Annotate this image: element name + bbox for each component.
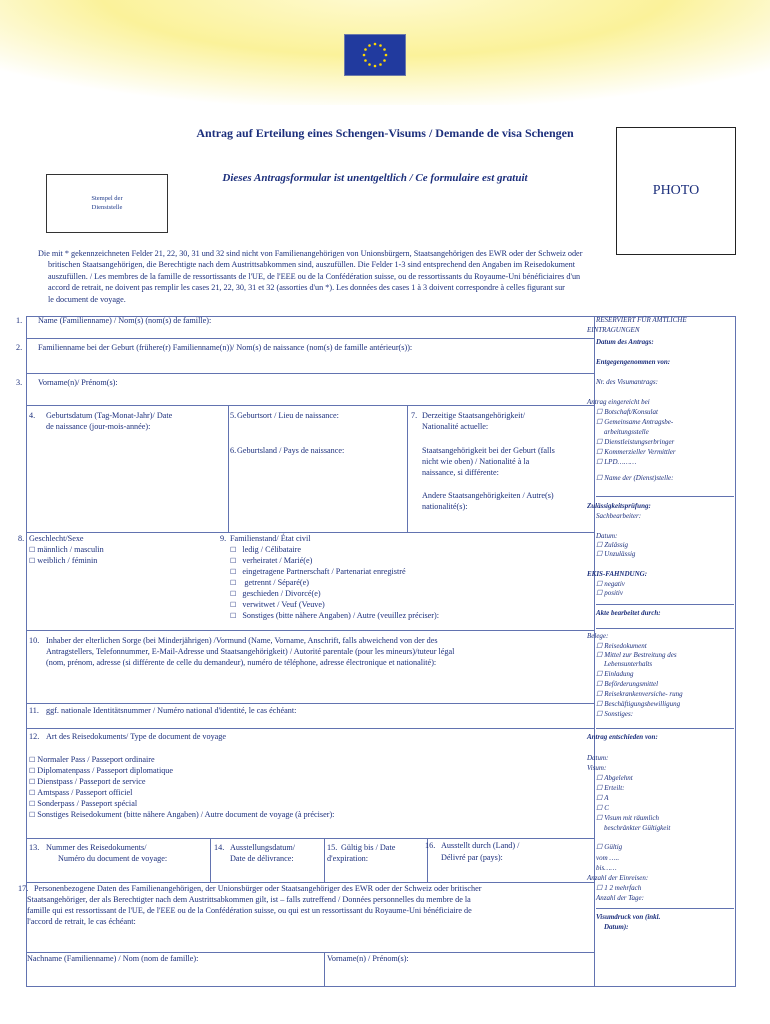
- option-label: getrennt / Séparé(e): [244, 578, 309, 587]
- option-label: Sonderpass / Passeport spécial: [37, 799, 138, 808]
- field-number: 9.: [220, 534, 227, 543]
- field-nationality-label: Derzeitige Staatsangehörigkeit/: [422, 411, 525, 420]
- doc-type-option[interactable]: [29, 810, 334, 821]
- sidebar-date-3: Datum:: [587, 754, 609, 762]
- intro-line5: le document de voyage.: [48, 294, 126, 304]
- sidebar-documents: Belege:: [587, 632, 609, 640]
- photo-box: [616, 127, 736, 255]
- option-label: Abgelehnt: [604, 774, 633, 782]
- field-other-nationality-label: Andere Staatsangehörigkeiten / Autre(s): [422, 491, 554, 500]
- checkbox-icon[interactable]: ☐: [596, 474, 603, 482]
- sidebar-doc-option[interactable]: [596, 670, 633, 680]
- checkbox-icon[interactable]: ☐: [596, 680, 603, 688]
- intro-line4: accord de retrait, ne doivent pas remplir les cases 21, 22, 30, 31 et 32 (assorties d'un *). Les données des cases 1 à 3 doivent correspondre à celles figurant sur: [48, 283, 565, 293]
- option-label: Dienstleistungserbringer: [604, 438, 675, 446]
- option-label: Visum mit räumlich: [604, 814, 659, 822]
- grid-line: [594, 316, 595, 986]
- sidebar-divider: [596, 728, 734, 729]
- grid-line: [407, 405, 408, 532]
- checkbox-icon[interactable]: ☐: [596, 700, 603, 708]
- field-number: 11.: [29, 706, 39, 715]
- grid-line: [324, 838, 325, 882]
- field-birth-surname-label: Familienname bei der Geburt (frühere(r) Familienname(n))/ Nom(s) de naissance (nom(s) de famille antérieur(s)):: [38, 343, 413, 352]
- field-birth-nationality-label-2: nicht wie oben) / Nationalité à la: [422, 457, 530, 466]
- field-birthcountry-label: Geburtsland / Pays de naissance:: [237, 446, 345, 455]
- field-number: 10.: [29, 636, 40, 645]
- checkbox-icon[interactable]: ☐: [596, 418, 603, 426]
- checkbox-icon[interactable]: ☐: [29, 767, 36, 775]
- field-issued-by-label-2: Délivré par (pays):: [441, 853, 503, 862]
- checkbox-icon[interactable]: ☐: [596, 651, 603, 659]
- option-label: Botschaft/Konsulat: [604, 408, 658, 416]
- checkbox-icon[interactable]: ☐: [596, 438, 603, 446]
- option-label: weiblich / féminin: [37, 556, 98, 565]
- option-label: geschieden / Divorcé(e): [242, 589, 321, 598]
- sidebar-submitted-option-cont: arbeitungsstelle: [604, 428, 649, 436]
- checkbox-icon[interactable]: ☐: [596, 814, 603, 822]
- checkbox-icon[interactable]: ☐: [29, 546, 36, 554]
- sidebar-doc-option[interactable]: [596, 690, 683, 700]
- sex-option-male[interactable]: [29, 545, 104, 556]
- option-label: LPD………: [604, 458, 637, 466]
- checkbox-icon[interactable]: ☐: [230, 546, 237, 554]
- option-label: Kommerzieller Vermittler: [604, 448, 676, 456]
- field-surname-label: Name (Familienname) / Nom(s) (nom(s) de famille):: [38, 316, 212, 325]
- field-doc-number-label-2: Numéro du document de voyage:: [58, 854, 168, 863]
- doc-type-option[interactable]: [29, 799, 137, 810]
- field-number: 7.: [411, 411, 418, 420]
- field-civil-status-label: Familienstand/ État civil: [230, 534, 311, 543]
- intro-line1: Die mit * gekennzeichneten Felder 21, 22, 30, 31 und 32 sind nicht von Familienangehörigen von Unionsbürgern, Staatsangehörigen des EWR oder der Schweiz oder: [38, 249, 583, 258]
- field-issue-date-label: Ausstellungsdatum/: [230, 843, 296, 852]
- field-birth-nationality-label-3: naissance, si différente:: [422, 468, 499, 477]
- sidebar-ekis-option[interactable]: [596, 589, 623, 599]
- option-label: ledig / Célibataire: [242, 545, 302, 554]
- field-birth-nationality-label: Staatsangehörigkeit bei der Geburt (falls: [422, 446, 555, 455]
- intro-line3: auszufüllen. / Les membres de la famille de ressortissants de l'UE, de l'EEE ou de la Confédération suisse, ou de ressortissants du Royaume-Uni bénéficiaires d'un: [48, 271, 581, 281]
- sidebar-doc-option[interactable]: [596, 700, 680, 710]
- sidebar-divider: [596, 496, 734, 497]
- checkbox-icon[interactable]: ☐: [596, 580, 603, 588]
- field-birthplace-label: Geburtsort / Lieu de naissance:: [237, 411, 339, 420]
- grid-line: [228, 405, 229, 532]
- stamp-label-line1: Stempel der: [91, 195, 123, 203]
- option-label: Unzulässig: [604, 550, 636, 558]
- option-label: Sonstiges Reisedokument (bitte nähere Angaben) / Autre document de voyage (à préciser):: [37, 810, 335, 819]
- sidebar-valid[interactable]: [596, 843, 622, 853]
- option-label: Zulässig: [604, 541, 629, 549]
- civil-option[interactable]: [230, 589, 321, 600]
- doc-type-option[interactable]: [29, 788, 132, 799]
- sidebar-date-2: Datum:: [596, 532, 618, 540]
- field-family-member-label-2: Staatsangehöriger, der als Berechtigter nach dem Austrittsabkommen gilt, ist – falls zutreffend / Données personnelles du membre de la: [27, 895, 471, 904]
- field-number: 12.: [29, 732, 40, 741]
- checkbox-icon[interactable]: ☐: [230, 601, 237, 609]
- sidebar-visa-option[interactable]: [596, 774, 633, 784]
- civil-option[interactable]: [230, 611, 439, 622]
- field-number: 14.: [214, 843, 225, 852]
- field-family-member-label-4: l'accord de retrait, le cas échéant:: [27, 917, 136, 926]
- option-label: eingetragene Partnerschaft / Partenariat enregistré: [242, 567, 406, 576]
- option-label: negativ: [604, 580, 625, 588]
- intro-line2: britischen Staatsangehörigen, die Berechtigte nach dem Austrittsabkommen sind, auszufüllen. Die Felder 1-3 sind entsprechend den Angaben im Reisedokument: [48, 260, 576, 270]
- option-label: Amtspass / Passeport officiel: [37, 788, 133, 797]
- stamp-label-line2: Dienststelle: [91, 203, 123, 211]
- grid-line: [324, 952, 325, 986]
- option-label: Normaler Pass / Passeport ordinaire: [37, 755, 155, 764]
- option-label: verheiratet / Marié(e): [242, 556, 313, 565]
- sidebar-submitted-option[interactable]: [596, 438, 674, 448]
- sidebar-submitted-at: Antrag eingereicht bei: [587, 398, 650, 406]
- option-label: männlich / masculin: [37, 545, 104, 554]
- field-expiry-label-2: d'expiration:: [327, 854, 369, 863]
- field-number: 6.: [230, 446, 237, 455]
- checkbox-icon[interactable]: ☐: [596, 589, 603, 597]
- civil-option[interactable]: [230, 600, 325, 611]
- option-label: Einladung: [604, 670, 634, 678]
- sidebar-entries: Anzahl der Einreisen:: [587, 874, 649, 882]
- grid-line: [735, 316, 736, 986]
- field-number: 1.: [16, 316, 23, 325]
- checkbox-icon[interactable]: ☐: [29, 756, 36, 764]
- option-label: Gemeinsame Antragsbe-: [604, 418, 674, 426]
- sidebar-divider: [596, 628, 734, 629]
- checkbox-icon[interactable]: ☐: [29, 800, 36, 808]
- checkbox-icon[interactable]: ☐: [596, 690, 603, 698]
- checkbox-icon[interactable]: ☐: [596, 804, 603, 812]
- option-label: Beschäftigungsbewilligung: [604, 700, 681, 708]
- field-number: 8.: [18, 534, 25, 543]
- field-other-nationality-label-2: nationalité(s):: [422, 502, 468, 511]
- field-birthdate-label: Geburtsdatum (Tag-Monat-Jahr)/ Date: [46, 411, 173, 420]
- checkbox-icon[interactable]: ☐: [230, 568, 237, 576]
- sidebar-visa-print-2: Datum):: [604, 923, 629, 931]
- checkbox-icon[interactable]: ☐: [230, 557, 237, 565]
- sidebar-visa: Visum:: [587, 764, 607, 772]
- field-guardian-label: Inhaber der elterlichen Sorge (bei Minderjährigen) /Vormund (Name, Vorname, Anschrift, falls abweichend von der des: [46, 636, 438, 645]
- civil-option[interactable]: [230, 567, 406, 578]
- checkbox-icon[interactable]: ☐: [29, 789, 36, 797]
- civil-option[interactable]: [230, 556, 312, 567]
- option-label: Erteilt:: [604, 784, 625, 792]
- field-number: 13.: [29, 843, 40, 852]
- field-firstname-label: Vorname(n)/ Prénom(s):: [38, 378, 118, 387]
- option-label: Sonstiges:: [604, 710, 634, 718]
- checkbox-icon[interactable]: ☐: [596, 843, 603, 851]
- option-label: Name der (Dienst)stelle:: [604, 474, 674, 482]
- field-expiry-label: Gültig bis / Date: [341, 843, 396, 852]
- sidebar-clerk: Sachbearbeiter:: [596, 512, 642, 520]
- sidebar-admissible-option[interactable]: [596, 550, 635, 560]
- field-number: 2.: [16, 343, 23, 352]
- grid-line: [26, 986, 736, 987]
- field-number: 16.: [425, 841, 436, 850]
- checkbox-icon[interactable]: ☐: [29, 811, 36, 819]
- checkbox-icon[interactable]: ☐: [596, 458, 603, 466]
- grid-line: [210, 838, 211, 882]
- grid-line: [26, 338, 594, 339]
- sidebar-received-by: Entgegengenommen von:: [596, 358, 671, 366]
- field-doc-number-label: Nummer des Reisedokuments/: [46, 843, 147, 852]
- sidebar-valid-from: vom …..: [596, 854, 620, 862]
- sidebar-doc-option[interactable]: [596, 680, 658, 690]
- sidebar-divider: [596, 604, 734, 605]
- checkbox-icon[interactable]: ☐: [596, 710, 603, 718]
- form-subtitle: Dieses Antragsformular ist unentgeltlich / Ce formulaire est gratuit: [222, 172, 528, 184]
- sidebar-submitted-option[interactable]: [596, 408, 658, 418]
- intro-text: [38, 248, 714, 305]
- field-birthdate-label-2: de naissance (jour-mois-année):: [46, 422, 151, 431]
- checkbox-icon[interactable]: ☐: [596, 884, 603, 892]
- option-label: Mittel zur Bestreitung des: [604, 651, 677, 659]
- sidebar-days: Anzahl der Tage:: [596, 894, 644, 902]
- civil-option[interactable]: [230, 578, 309, 589]
- sidebar-heading-2: EINTRAGUNGEN: [587, 326, 640, 334]
- grid-line: [26, 728, 594, 729]
- field-family-member-label-3: famille qui est ressortissant de l'UE, de l'EEE ou de la Confédération suisse, ou qui est un ressortissant du Royaume-Uni bénéficiaire de: [27, 906, 472, 915]
- field-nationality-label-2: Nationalité actuelle:: [422, 422, 489, 431]
- checkbox-icon[interactable]: ☐: [596, 774, 603, 782]
- field-issue-date-label-2: Date de délivrance:: [230, 854, 294, 863]
- sidebar-office-name[interactable]: [596, 474, 674, 484]
- doc-type-option[interactable]: [29, 755, 155, 766]
- eu-stars-icon: [345, 35, 405, 75]
- option-label: Beförderungsmittel: [604, 680, 659, 688]
- sidebar-visa-option[interactable]: [596, 804, 609, 814]
- option-label: verwitwet / Veuf (Veuve): [242, 600, 325, 609]
- field-number: 3.: [16, 378, 23, 387]
- checkbox-icon[interactable]: ☐: [596, 784, 603, 792]
- checkbox-icon[interactable]: ☐: [596, 541, 603, 549]
- sex-option-female[interactable]: [29, 556, 97, 567]
- option-label: A: [604, 794, 609, 802]
- sidebar-doc-option[interactable]: [596, 710, 633, 720]
- checkbox-icon[interactable]: ☐: [29, 557, 36, 565]
- sidebar-visa-option[interactable]: [596, 794, 609, 804]
- checkbox-icon[interactable]: ☐: [596, 550, 603, 558]
- form-title: Antrag auf Erteilung eines Schengen-Visums / Demande de visa Schengen: [196, 126, 574, 140]
- option-label: Reisedokument: [604, 642, 647, 650]
- grid-line: [26, 630, 594, 631]
- field-guardian-label-3: (nom, prénom, adresse (si différente de celle du demandeur), numéro de téléphone, adresse électronique et nationalité):: [46, 658, 437, 667]
- checkbox-icon[interactable]: ☐: [596, 642, 603, 650]
- photo-label: PHOTO: [652, 183, 700, 198]
- checkbox-icon[interactable]: ☐: [596, 794, 603, 802]
- option-label: Sonstiges (bitte nähere Angaben) / Autre (veuillez préciser):: [242, 611, 440, 620]
- field-family-member-label: Personenbezogene Daten des Familienangehörigen, der Unionsbürger oder Staatsangehöriger des EWR oder der Schweiz oder britischer: [34, 884, 482, 893]
- grid-line: [26, 882, 594, 883]
- sidebar-visa-option[interactable]: [596, 784, 625, 794]
- field-number: 5.: [230, 411, 237, 420]
- sidebar-submitted-option[interactable]: [596, 418, 673, 428]
- eu-flag-icon: [344, 34, 406, 76]
- checkbox-icon[interactable]: ☐: [230, 612, 237, 620]
- option-label: positiv: [604, 589, 623, 597]
- grid-line: [26, 838, 594, 839]
- grid-line: [26, 703, 594, 704]
- sidebar-doc-option-cont: Lebensunterhalts: [604, 660, 653, 668]
- option-label: 1 2 mehrfach: [604, 884, 642, 892]
- field-number: 17.: [18, 884, 29, 893]
- checkbox-icon[interactable]: ☐: [29, 778, 36, 786]
- field-national-id-label: ggf. nationale Identitätsnummer / Numéro national d'identité, le cas échéant:: [46, 706, 297, 715]
- grid-line: [26, 952, 594, 953]
- sidebar-divider: [596, 908, 734, 909]
- checkbox-icon[interactable]: ☐: [596, 448, 603, 456]
- field-guardian-label-2: Antragstellers, Telefonnummer, E-Mail-Adresse und Staatsangehörigkeit) / Autorité parentale (pour les mineurs)/tuteur légal: [46, 647, 455, 656]
- field-number: 4.: [29, 411, 36, 420]
- option-label: Gültig: [604, 843, 623, 851]
- field-doc-type-label: Art des Reisedokuments/ Type de document de voyage: [46, 732, 227, 741]
- sidebar-admissibility: Zulässigkeitsprüfung:: [587, 502, 651, 510]
- doc-type-option[interactable]: [29, 766, 173, 777]
- sidebar-decided-by: Antrag entschieden von:: [587, 733, 658, 741]
- option-label: Reisekrankenversiche- rung: [604, 690, 683, 698]
- option-label: C: [604, 804, 609, 812]
- checkbox-icon[interactable]: ☐: [230, 579, 237, 587]
- field-family-surname-label: Nachname (Familienname) / Nom (nom de famille):: [27, 954, 199, 963]
- sidebar-entries-options[interactable]: [596, 884, 641, 894]
- sidebar-application-date: Datum des Antrags:: [596, 338, 654, 346]
- option-label: Diplomatenpass / Passeport diplomatique: [37, 766, 174, 775]
- field-sex-label: Geschlecht/Sexe: [29, 534, 84, 543]
- sidebar-heading: RESERVIERT FÜR AMTLICHE: [596, 316, 687, 324]
- civil-option[interactable]: [230, 545, 301, 556]
- sidebar-submitted-option[interactable]: [596, 458, 636, 468]
- field-family-firstname-label: Vorname(n) / Prénom(s):: [327, 954, 409, 963]
- sidebar-ekis: EKIS-FAHNDUNG:: [587, 570, 648, 578]
- sidebar-application-number: Nr. des Visumantrags:: [596, 378, 658, 386]
- sidebar-visa-option[interactable]: [596, 814, 659, 824]
- checkbox-icon[interactable]: ☐: [230, 590, 237, 598]
- checkbox-icon[interactable]: ☐: [596, 670, 603, 678]
- field-issued-by-label: Ausstellt durch (Land) /: [441, 841, 520, 850]
- checkbox-icon[interactable]: ☐: [596, 408, 603, 416]
- sidebar-valid-to: bis……: [596, 864, 617, 872]
- field-number: 15.: [327, 843, 338, 852]
- sidebar-visa-option-cont: beschränkter Gültigkeit: [604, 824, 671, 832]
- grid-line: [26, 532, 594, 533]
- sidebar-submitted-option[interactable]: [596, 448, 676, 458]
- sidebar-visa-print: Visumdruck von (inkl.: [596, 913, 661, 921]
- grid-line: [26, 373, 594, 374]
- option-label: Dienstpass / Passeport de service: [37, 777, 146, 786]
- grid-line: [26, 405, 594, 406]
- sidebar-processed-by: Akte bearbeitet durch:: [596, 609, 661, 617]
- doc-type-option[interactable]: [29, 777, 146, 788]
- stamp-box: [46, 174, 168, 233]
